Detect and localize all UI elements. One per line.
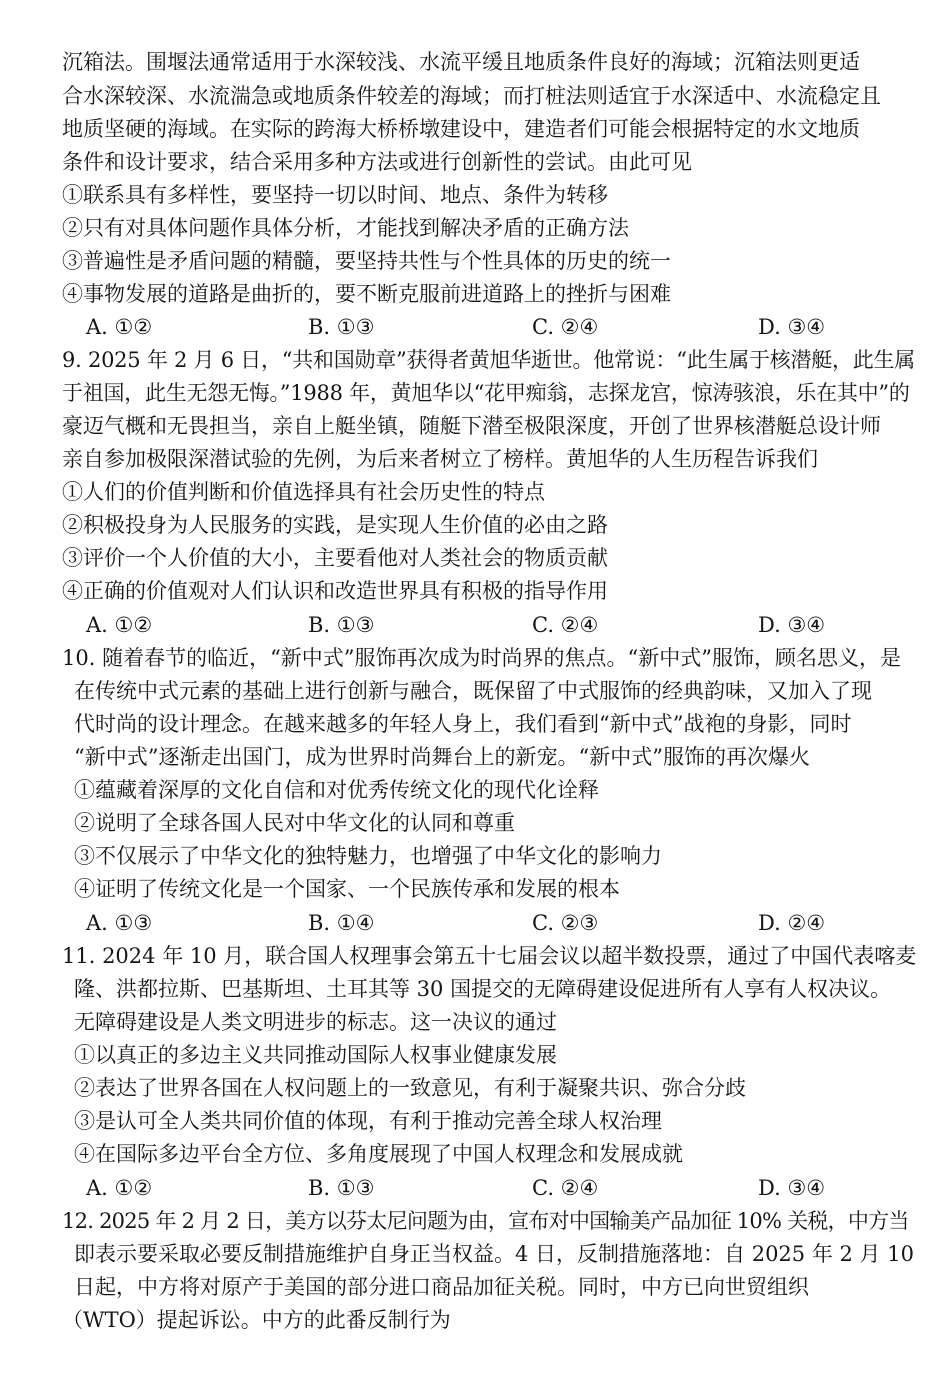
question-stem-line: 代时尚的设计理念。在越来越多的年轻人身上，我们看到“新中式”战袍的身影，同时: [74, 712, 852, 736]
answer-options: [0, 612, 950, 638]
statement-4: ④证明了传统文化是一个国家、一个民族传承和发展的根本: [74, 877, 620, 901]
option-c[interactable]: C. ②④: [532, 315, 599, 339]
option-d[interactable]: D. ③④: [758, 613, 826, 637]
option-a[interactable]: A. ①②: [86, 613, 153, 637]
statement-3: ③普遍性是矛盾问题的精髓，要坚持共性与个性具体的历史的统一: [62, 249, 671, 273]
option-d[interactable]: D. ②④: [758, 911, 826, 935]
passage-line: 合水深较深、水流湍急或地质条件较差的海域；而打桩法则适宜于水深适中、水流稳定且: [62, 84, 881, 108]
question-stem-line: 无障碍建设是人类文明进步的标志。这一决议的通过: [74, 1010, 557, 1034]
statement-4: ④在国际多边平台全方位、多角度展现了中国人权理念和发展成就: [74, 1142, 683, 1166]
option-a[interactable]: A. ①③: [86, 911, 153, 935]
statement-2: ②积极投身为人民服务的实践，是实现人生价值的必由之路: [62, 513, 608, 537]
option-c[interactable]: C. ②④: [532, 613, 599, 637]
statement-2: ②表达了世界各国在人权问题上的一致意见，有利于凝聚共识、弥合分歧: [74, 1076, 746, 1100]
statement-2: ②只有对具体问题作具体分析，才能找到解决矛盾的正确方法: [62, 216, 629, 240]
question-stem-line: 亲自参加极限深潜试验的先例，为后来者树立了榜样。黄旭华的人生历程告诉我们: [62, 447, 818, 471]
statement-3: ③不仅展示了中华文化的独特魅力，也增强了中华文化的影响力: [74, 844, 662, 868]
question-stem-line: 即表示要采取必要反制措施维护自身正当权益。4 日，反制措施落地：自 2025 年 2 月 10: [74, 1242, 914, 1266]
question-stem-line: 于祖国，此生无怨无悔。”1988 年，黄旭华以“花甲痴翁，志探龙宫，惊涛骇浪，乐在其中”的: [62, 381, 910, 405]
option-c[interactable]: C. ②④: [532, 1176, 599, 1200]
question-stem-line: 日起，中方将对原产于美国的部分进口商品加征关税。同时，中方已向世贸组织: [74, 1275, 809, 1299]
passage-line: 条件和设计要求，结合采用多种方法或进行创新性的尝试。由此可见: [62, 150, 692, 174]
option-a[interactable]: A. ①②: [86, 1176, 153, 1200]
option-b[interactable]: B. ①③: [308, 613, 375, 637]
question-stem-line: 12. 2025 年 2 月 2 日，美方以芬太尼问题为由，宣布对中国输美产品加征 10% 关税，中方当: [62, 1209, 909, 1233]
answer-options: [0, 1175, 950, 1201]
statement-2: ②说明了全球各国人民对中华文化的认同和尊重: [74, 811, 515, 835]
statement-1: ①人们的价值判断和价值选择具有社会历史性的特点: [62, 480, 545, 504]
question-stem-line: “新中式”逐渐走出国门，成为世界时尚舞台上的新宠。“新中式”服饰的再次爆火: [74, 745, 810, 769]
option-c[interactable]: C. ②③: [532, 911, 599, 935]
passage-line: 沉箱法。围堰法通常适用于水深较浅、水流平缓且地质条件良好的海域；沉箱法则更适: [62, 50, 860, 74]
question-stem-line: 10. 随着春节的临近，“新中式”服饰再次成为时尚界的焦点。“新中式”服饰，顾名思义，是: [62, 646, 902, 670]
option-d[interactable]: D. ③④: [758, 315, 826, 339]
statement-1: ①以真正的多边主义共同推动国际人权事业健康发展: [74, 1043, 557, 1067]
statement-1: ①蕴藏着深厚的文化自信和对优秀传统文化的现代化诠释: [74, 778, 599, 802]
statement-1: ①联系具有多样性，要坚持一切以时间、地点、条件为转移: [62, 183, 608, 207]
option-b[interactable]: B. ①③: [308, 315, 375, 339]
question-stem-line: 在传统中式元素的基础上进行创新与融合，既保留了中式服饰的经典韵味，又加入了现: [74, 679, 872, 703]
option-a[interactable]: A. ①②: [86, 315, 153, 339]
question-stem-line: 豪迈气概和无畏担当，亲自上艇坐镇，随艇下潜至极限深度，开创了世界核潜艇总设计师: [62, 414, 881, 438]
answer-options: [0, 314, 950, 340]
statement-4: ④正确的价值观对人们认识和改造世界具有积极的指导作用: [62, 579, 608, 603]
statement-3: ③是认可全人类共同价值的体现，有利于推动完善全球人权治理: [74, 1109, 662, 1133]
option-b[interactable]: B. ①③: [308, 1176, 375, 1200]
answer-options: [0, 910, 950, 936]
question-stem-line: 隆、洪都拉斯、巴基斯坦、土耳其等 30 国提交的无障碍建设促进所有人享有人权决议。: [74, 977, 892, 1001]
option-d[interactable]: D. ③④: [758, 1176, 826, 1200]
statement-4: ④事物发展的道路是曲折的，要不断克服前进道路上的挫折与困难: [62, 282, 671, 306]
question-stem-line: （WTO）提起诉讼。中方的此番反制行为: [62, 1308, 451, 1332]
statement-3: ③评价一个人价值的大小，主要看他对人类社会的物质贡献: [62, 546, 608, 570]
question-stem-line: 11. 2024 年 10 月，联合国人权理事会第五十七届会议以超半数投票，通过了中国代表喀麦: [62, 944, 917, 968]
option-b[interactable]: B. ①④: [308, 911, 375, 935]
question-stem-line: 9. 2025 年 2 月 6 日，“共和国勋章”获得者黄旭华逝世。他常说：“此生属于核潜艇，此生属: [62, 348, 915, 372]
passage-line: 地质坚硬的海域。在实际的跨海大桥桥墩建设中，建造者们可能会根据特定的水文地质: [62, 117, 860, 141]
